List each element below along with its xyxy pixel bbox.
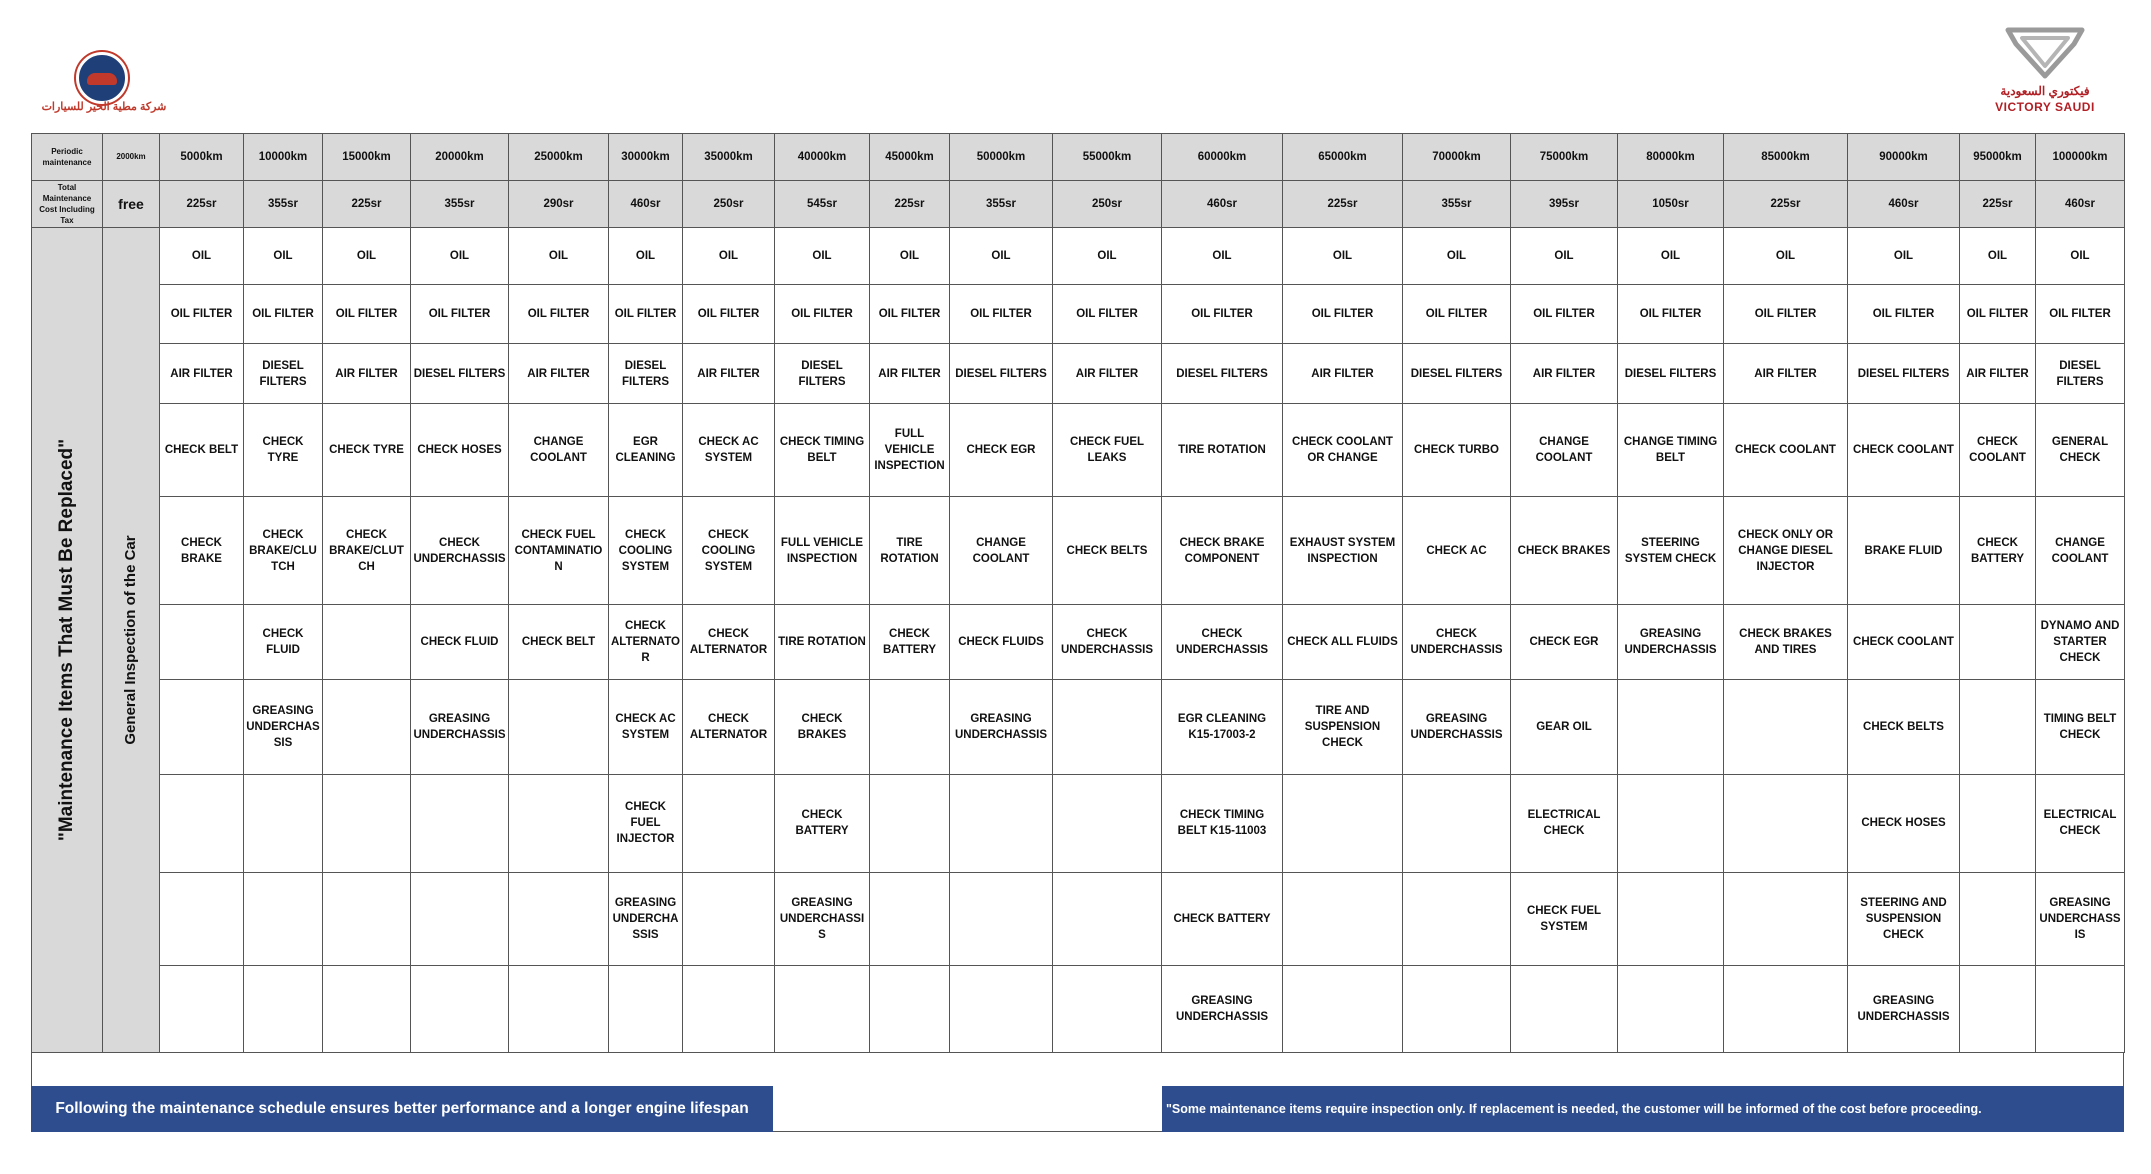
maintenance-item-cell: CHECK COOLANT [1724,404,1848,497]
interval-2000km: 2000km [103,134,160,181]
maintenance-item-cell: CHECK FLUID [244,605,323,680]
maintenance-item-cell: OIL FILTER [1960,285,2036,344]
maintenance-item-cell: OIL [1283,227,1403,285]
company-name-arabic: شركة مطية الخير للسيارات [41,101,167,113]
cost-cell: 460sr [1848,181,1960,227]
replaced-items-text: "Maintenance Items That Must Be Replaced" [56,438,77,842]
maintenance-item-cell: OIL FILTER [1283,285,1403,344]
maintenance-item-cell: STEERING SYSTEM CHECK [1618,497,1724,605]
maintenance-item-cell: OIL [323,227,411,285]
maintenance-item-cell: GREASING UNDERCHASSIS [1403,679,1511,774]
car-emblem-icon [76,52,128,104]
maintenance-item-cell: STEERING AND SUSPENSION CHECK [1848,873,1960,966]
maintenance-item-cell: CHANGE COOLANT [1511,404,1618,497]
maintenance-item-cell: CHECK UNDERCHASSIS [1162,605,1283,680]
maintenance-item-cell: OIL [1960,227,2036,285]
maintenance-item-cell: GREASING UNDERCHASSIS [609,873,683,966]
maintenance-item-cell [1618,679,1724,774]
interval-header-row [32,134,2125,181]
maintenance-item-cell: CHECK UNDERCHASSIS [411,497,509,605]
maintenance-item-cell: CHANGE COOLANT [950,497,1053,605]
cost-cell: 545sr [775,181,870,227]
maintenance-item-cell: CHECK BATTERY [870,605,950,680]
maintenance-item-cell [1960,679,2036,774]
cost-cell: 225sr [870,181,950,227]
maintenance-item-cell: EXHAUST SYSTEM INSPECTION [1283,497,1403,605]
maintenance-item-cell: GREASING UNDERCHASSIS [775,873,870,966]
maintenance-item-cell: AIR FILTER [509,343,609,404]
maintenance-item-cell: DIESEL FILTERS [950,343,1053,404]
maintenance-item-cell: OIL [411,227,509,285]
cost-cell: 460sr [2036,181,2125,227]
maintenance-item-cell: DIESEL FILTERS [411,343,509,404]
maintenance-item-cell: OIL FILTER [683,285,775,344]
maintenance-item-cell: DIESEL FILTERS [775,343,870,404]
cost-cell: 355sr [950,181,1053,227]
interval-header-cell: 75000km [1511,134,1618,181]
maintenance-item-cell: TIMING BELT CHECK [2036,679,2125,774]
maintenance-item-cell: AIR FILTER [870,343,950,404]
interval-header-cell: 10000km [244,134,323,181]
interval-header-cell: 25000km [509,134,609,181]
interval-header-cell: 70000km [1403,134,1511,181]
maintenance-item-cell [1960,873,2036,966]
maintenance-item-cell [1960,966,2036,1053]
maintenance-item-cell: CHECK AC [1403,497,1511,605]
cost-cell: 250sr [1053,181,1162,227]
maintenance-item-cell [950,966,1053,1053]
maintenance-item-cell: DIESEL FILTERS [1403,343,1511,404]
interval-header-cell: 20000km [411,134,509,181]
maintenance-item-cell: OIL FILTER [1053,285,1162,344]
maintenance-item-cell: OIL [1724,227,1848,285]
cost-cell: 460sr [1162,181,1283,227]
maintenance-item-cell [1960,605,2036,680]
maintenance-item-cell: CHECK AC SYSTEM [683,404,775,497]
maintenance-item-cell: OIL [609,227,683,285]
maintenance-item-cell: OIL [870,227,950,285]
maintenance-item-cell [1403,774,1511,873]
maintenance-item-cell [950,873,1053,966]
brand-logo-right [1980,26,2110,122]
general-inspection-side-label [103,227,160,1052]
maintenance-item-cell [1618,966,1724,1053]
maintenance-item-cell: OIL FILTER [1403,285,1511,344]
cost-2000km: free [103,181,160,227]
maintenance-item-cell [323,679,411,774]
maintenance-item-cell [323,873,411,966]
cost-cell: 460sr [609,181,683,227]
maintenance-item-cell: CHECK COOLANT [1960,404,2036,497]
interval-header-cell: 15000km [323,134,411,181]
maintenance-item-cell: EGR CLEANING K15-17003-2 [1162,679,1283,774]
maintenance-item-cell: OIL FILTER [1511,285,1618,344]
maintenance-item-cell: OIL FILTER [160,285,244,344]
maintenance-item-cell: EGR CLEANING [609,404,683,497]
replaced-items-side-label [32,227,103,1052]
cost-cell: 355sr [1403,181,1511,227]
interval-header-cell: 60000km [1162,134,1283,181]
maintenance-item-cell: CHECK FUEL SYSTEM [1511,873,1618,966]
maintenance-item-cell: CHECK BRAKE/CLUTCH [323,497,411,605]
maintenance-item-cell [1283,966,1403,1053]
maintenance-item-row [32,227,2125,285]
maintenance-item-cell: OIL FILTER [244,285,323,344]
maintenance-item-row [32,774,2125,873]
maintenance-item-cell [160,679,244,774]
cost-cell: 225sr [323,181,411,227]
maintenance-item-cell: OIL [160,227,244,285]
maintenance-item-cell: CHECK BRAKES [775,679,870,774]
maintenance-item-cell: CHECK TIMING BELT [775,404,870,497]
maintenance-item-cell: CHECK BATTERY [1162,873,1283,966]
maintenance-item-cell: DIESEL FILTERS [1162,343,1283,404]
maintenance-item-row [32,873,2125,966]
maintenance-item-row [32,404,2125,497]
schedule-benefit-banner: Following the maintenance schedule ensures better performance and a longer engine lifespan [31,1086,773,1132]
maintenance-item-cell: GREASING UNDERCHASSIS [2036,873,2125,966]
maintenance-item-cell: GENERAL CHECK [2036,404,2125,497]
maintenance-item-cell [323,966,411,1053]
maintenance-item-cell [1618,774,1724,873]
maintenance-item-cell: CHECK FUEL LEAKS [1053,404,1162,497]
maintenance-item-cell: OIL FILTER [1162,285,1283,344]
maintenance-item-cell: OIL FILTER [1848,285,1960,344]
maintenance-item-cell: AIR FILTER [1724,343,1848,404]
maintenance-item-cell: AIR FILTER [160,343,244,404]
maintenance-item-cell: AIR FILTER [683,343,775,404]
maintenance-item-cell: CHECK ALL FLUIDS [1283,605,1403,680]
maintenance-item-cell [509,679,609,774]
cost-cell: 225sr [1283,181,1403,227]
brand-name-arabic: فيكتوري السعودية [2000,84,2090,98]
maintenance-item-cell [160,873,244,966]
maintenance-item-row [32,605,2125,680]
interval-header-cell: 30000km [609,134,683,181]
maintenance-item-cell: OIL FILTER [609,285,683,344]
maintenance-item-cell: DIESEL FILTERS [1848,343,1960,404]
maintenance-item-cell [1283,774,1403,873]
maintenance-item-cell [160,605,244,680]
maintenance-item-cell: AIR FILTER [1053,343,1162,404]
interval-header-cell: 55000km [1053,134,1162,181]
maintenance-item-cell: CHECK UNDERCHASSIS [1053,605,1162,680]
maintenance-item-cell: ELECTRICAL CHECK [2036,774,2125,873]
maintenance-item-cell: CHECK AC SYSTEM [609,679,683,774]
maintenance-item-cell: CHECK BELTS [1848,679,1960,774]
cost-cell: 1050sr [1618,181,1724,227]
maintenance-item-cell: OIL FILTER [323,285,411,344]
maintenance-item-cell [870,873,950,966]
maintenance-item-cell [1724,873,1848,966]
maintenance-item-cell: GREASING UNDERCHASSIS [950,679,1053,774]
maintenance-item-cell: CHECK BELT [160,404,244,497]
maintenance-item-cell: OIL FILTER [775,285,870,344]
interval-header-cell: 40000km [775,134,870,181]
maintenance-item-cell [609,966,683,1053]
maintenance-item-cell: BRAKE FLUID [1848,497,1960,605]
maintenance-item-cell: OIL [1403,227,1511,285]
interval-header-cell: 90000km [1848,134,1960,181]
maintenance-item-cell [1053,873,1162,966]
maintenance-item-cell [160,774,244,873]
maintenance-item-cell: DIESEL FILTERS [1618,343,1724,404]
maintenance-item-cell: ELECTRICAL CHECK [1511,774,1618,873]
interval-header-cell: 80000km [1618,134,1724,181]
maintenance-item-cell [870,679,950,774]
maintenance-item-cell [1618,873,1724,966]
maintenance-item-cell [244,873,323,966]
maintenance-item-cell: CHECK COOLANT OR CHANGE [1283,404,1403,497]
maintenance-item-cell: CHECK COOLING SYSTEM [609,497,683,605]
maintenance-item-cell [775,966,870,1053]
maintenance-item-cell [1724,679,1848,774]
maintenance-item-cell [1403,873,1511,966]
maintenance-item-cell: CHECK FUEL CONTAMINATION [509,497,609,605]
maintenance-item-cell [1724,774,1848,873]
maintenance-item-cell: GREASING UNDERCHASSIS [411,679,509,774]
maintenance-item-cell: CHECK FLUIDS [950,605,1053,680]
maintenance-item-cell [411,774,509,873]
total-cost-label: Total Maintenance Cost Including Tax [32,181,103,227]
maintenance-item-cell: CHECK ALTERNATOR [683,679,775,774]
maintenance-item-cell: OIL FILTER [509,285,609,344]
maintenance-item-cell: CHECK EGR [950,404,1053,497]
maintenance-item-cell: OIL FILTER [411,285,509,344]
cost-cell: 225sr [1960,181,2036,227]
maintenance-item-cell: AIR FILTER [323,343,411,404]
maintenance-item-cell: OIL [244,227,323,285]
maintenance-item-cell [509,873,609,966]
maintenance-item-cell: GREASING UNDERCHASSIS [244,679,323,774]
maintenance-item-cell [683,774,775,873]
maintenance-item-cell: CHECK TIMING BELT K15-11003 [1162,774,1283,873]
maintenance-item-cell: OIL FILTER [1724,285,1848,344]
maintenance-item-cell [1511,966,1618,1053]
maintenance-item-row [32,343,2125,404]
maintenance-item-cell: CHECK BELTS [1053,497,1162,605]
maintenance-item-cell: CHECK BATTERY [775,774,870,873]
cost-cell: 355sr [244,181,323,227]
maintenance-item-cell [683,873,775,966]
interval-header-cell: 65000km [1283,134,1403,181]
maintenance-item-cell: CHECK COOLANT [1848,404,1960,497]
maintenance-item-cell: DIESEL FILTERS [244,343,323,404]
cost-cell: 290sr [509,181,609,227]
maintenance-item-cell: DIESEL FILTERS [609,343,683,404]
maintenance-item-cell: DIESEL FILTERS [2036,343,2125,404]
interval-header-cell: 45000km [870,134,950,181]
maintenance-item-cell [683,966,775,1053]
maintenance-item-cell: CHECK TURBO [1403,404,1511,497]
maintenance-item-cell [950,774,1053,873]
maintenance-item-cell [509,774,609,873]
maintenance-item-cell: OIL [2036,227,2125,285]
maintenance-item-cell: CHECK UNDERCHASSIS [1403,605,1511,680]
maintenance-item-cell: OIL [683,227,775,285]
maintenance-item-cell: OIL [1511,227,1618,285]
maintenance-item-cell: CHECK BRAKE [160,497,244,605]
maintenance-item-cell: AIR FILTER [1283,343,1403,404]
maintenance-item-cell [1053,774,1162,873]
interval-header-cell: 100000km [2036,134,2125,181]
cost-cell: 250sr [683,181,775,227]
maintenance-item-cell [244,966,323,1053]
maintenance-item-cell: OIL [509,227,609,285]
maintenance-item-cell: OIL [1053,227,1162,285]
maintenance-item-cell: CHECK FLUID [411,605,509,680]
maintenance-item-row [32,966,2125,1053]
maintenance-item-cell: CHECK BRAKES [1511,497,1618,605]
maintenance-item-cell: AIR FILTER [1511,343,1618,404]
maintenance-item-cell: CHECK BELT [509,605,609,680]
maintenance-item-cell [1053,966,1162,1053]
interval-header-cell: 50000km [950,134,1053,181]
maintenance-item-row [32,285,2125,344]
maintenance-item-cell [323,774,411,873]
maintenance-item-cell [870,966,950,1053]
maintenance-item-cell: GREASING UNDERCHASSIS [1162,966,1283,1053]
periodic-maintenance-label: Periodic maintenance [32,134,103,181]
maintenance-item-cell: OIL FILTER [2036,285,2125,344]
maintenance-item-cell: TIRE ROTATION [1162,404,1283,497]
maintenance-item-cell: CHECK BRAKES AND TIRES [1724,605,1848,680]
maintenance-item-cell: CHECK EGR [1511,605,1618,680]
interval-header-cell: 95000km [1960,134,2036,181]
maintenance-item-row [32,497,2125,605]
interval-header-cell: 5000km [160,134,244,181]
maintenance-item-cell: FULL VEHICLE INSPECTION [870,404,950,497]
cost-cell: 355sr [411,181,509,227]
maintenance-item-cell: CHECK HOSES [1848,774,1960,873]
maintenance-item-cell [1403,966,1511,1053]
maintenance-item-cell [244,774,323,873]
inspection-note-banner: "Some maintenance items require inspection only. If replacement is needed, the customer will be informed of the cost before proceeding. [1162,1086,2124,1132]
maintenance-item-cell: CHECK COOLING SYSTEM [683,497,775,605]
maintenance-item-cell [160,966,244,1053]
maintenance-item-cell: CHECK BRAKE COMPONENT [1162,497,1283,605]
maintenance-item-cell: CHECK TYRE [323,404,411,497]
maintenance-item-cell: OIL FILTER [1618,285,1724,344]
maintenance-item-cell: DYNAMO AND STARTER CHECK [2036,605,2125,680]
maintenance-item-cell: AIR FILTER [1960,343,2036,404]
maintenance-schedule-table [31,133,2125,1053]
victory-v-emblem-icon [2000,26,2090,82]
cost-cell: 225sr [160,181,244,227]
maintenance-item-cell [323,605,411,680]
maintenance-item-cell [411,873,509,966]
maintenance-item-cell: FULL VEHICLE INSPECTION [775,497,870,605]
maintenance-item-cell [2036,966,2125,1053]
interval-header-cell: 35000km [683,134,775,181]
maintenance-item-cell: OIL FILTER [950,285,1053,344]
cost-cell: 225sr [1724,181,1848,227]
maintenance-item-cell: GREASING UNDERCHASSIS [1848,966,1960,1053]
maintenance-item-cell: CHECK ONLY OR CHANGE DIESEL INJECTOR [1724,497,1848,605]
general-inspection-text: General Inspection of the Car [122,535,139,745]
maintenance-item-cell: TIRE ROTATION [775,605,870,680]
maintenance-item-cell: OIL FILTER [870,285,950,344]
maintenance-item-cell [1053,679,1162,774]
maintenance-item-cell: OIL [1618,227,1724,285]
maintenance-item-cell: OIL [950,227,1053,285]
maintenance-item-cell: CHECK BATTERY [1960,497,2036,605]
maintenance-item-cell [509,966,609,1053]
interval-header-cell: 85000km [1724,134,1848,181]
cost-cell: 395sr [1511,181,1618,227]
maintenance-item-cell: CHECK HOSES [411,404,509,497]
maintenance-item-cell [1960,774,2036,873]
maintenance-item-cell: CHECK COOLANT [1848,605,1960,680]
maintenance-item-cell: GEAR OIL [1511,679,1618,774]
maintenance-item-cell [1283,873,1403,966]
maintenance-item-cell [411,966,509,1053]
maintenance-item-cell: OIL [1162,227,1283,285]
maintenance-item-cell: OIL [775,227,870,285]
maintenance-item-cell: CHECK TYRE [244,404,323,497]
maintenance-item-cell: TIRE ROTATION [870,497,950,605]
company-logo-left [34,52,174,118]
maintenance-item-row [32,679,2125,774]
maintenance-item-cell: CHANGE COOLANT [509,404,609,497]
maintenance-item-cell: TIRE AND SUSPENSION CHECK [1283,679,1403,774]
maintenance-item-cell: CHECK ALTERNATOR [609,605,683,680]
maintenance-item-cell: CHECK ALTERNATOR [683,605,775,680]
maintenance-item-cell [870,774,950,873]
maintenance-item-cell: GREASING UNDERCHASSIS [1618,605,1724,680]
brand-name-english: VICTORY SAUDI [1995,100,2095,114]
maintenance-item-cell: CHANGE TIMING BELT [1618,404,1724,497]
cost-header-row [32,181,2125,227]
maintenance-item-cell: OIL [1848,227,1960,285]
maintenance-item-cell [1724,966,1848,1053]
maintenance-item-cell: CHECK FUEL INJECTOR [609,774,683,873]
maintenance-item-cell: CHANGE COOLANT [2036,497,2125,605]
maintenance-item-cell: CHECK BRAKE/CLUTCH [244,497,323,605]
